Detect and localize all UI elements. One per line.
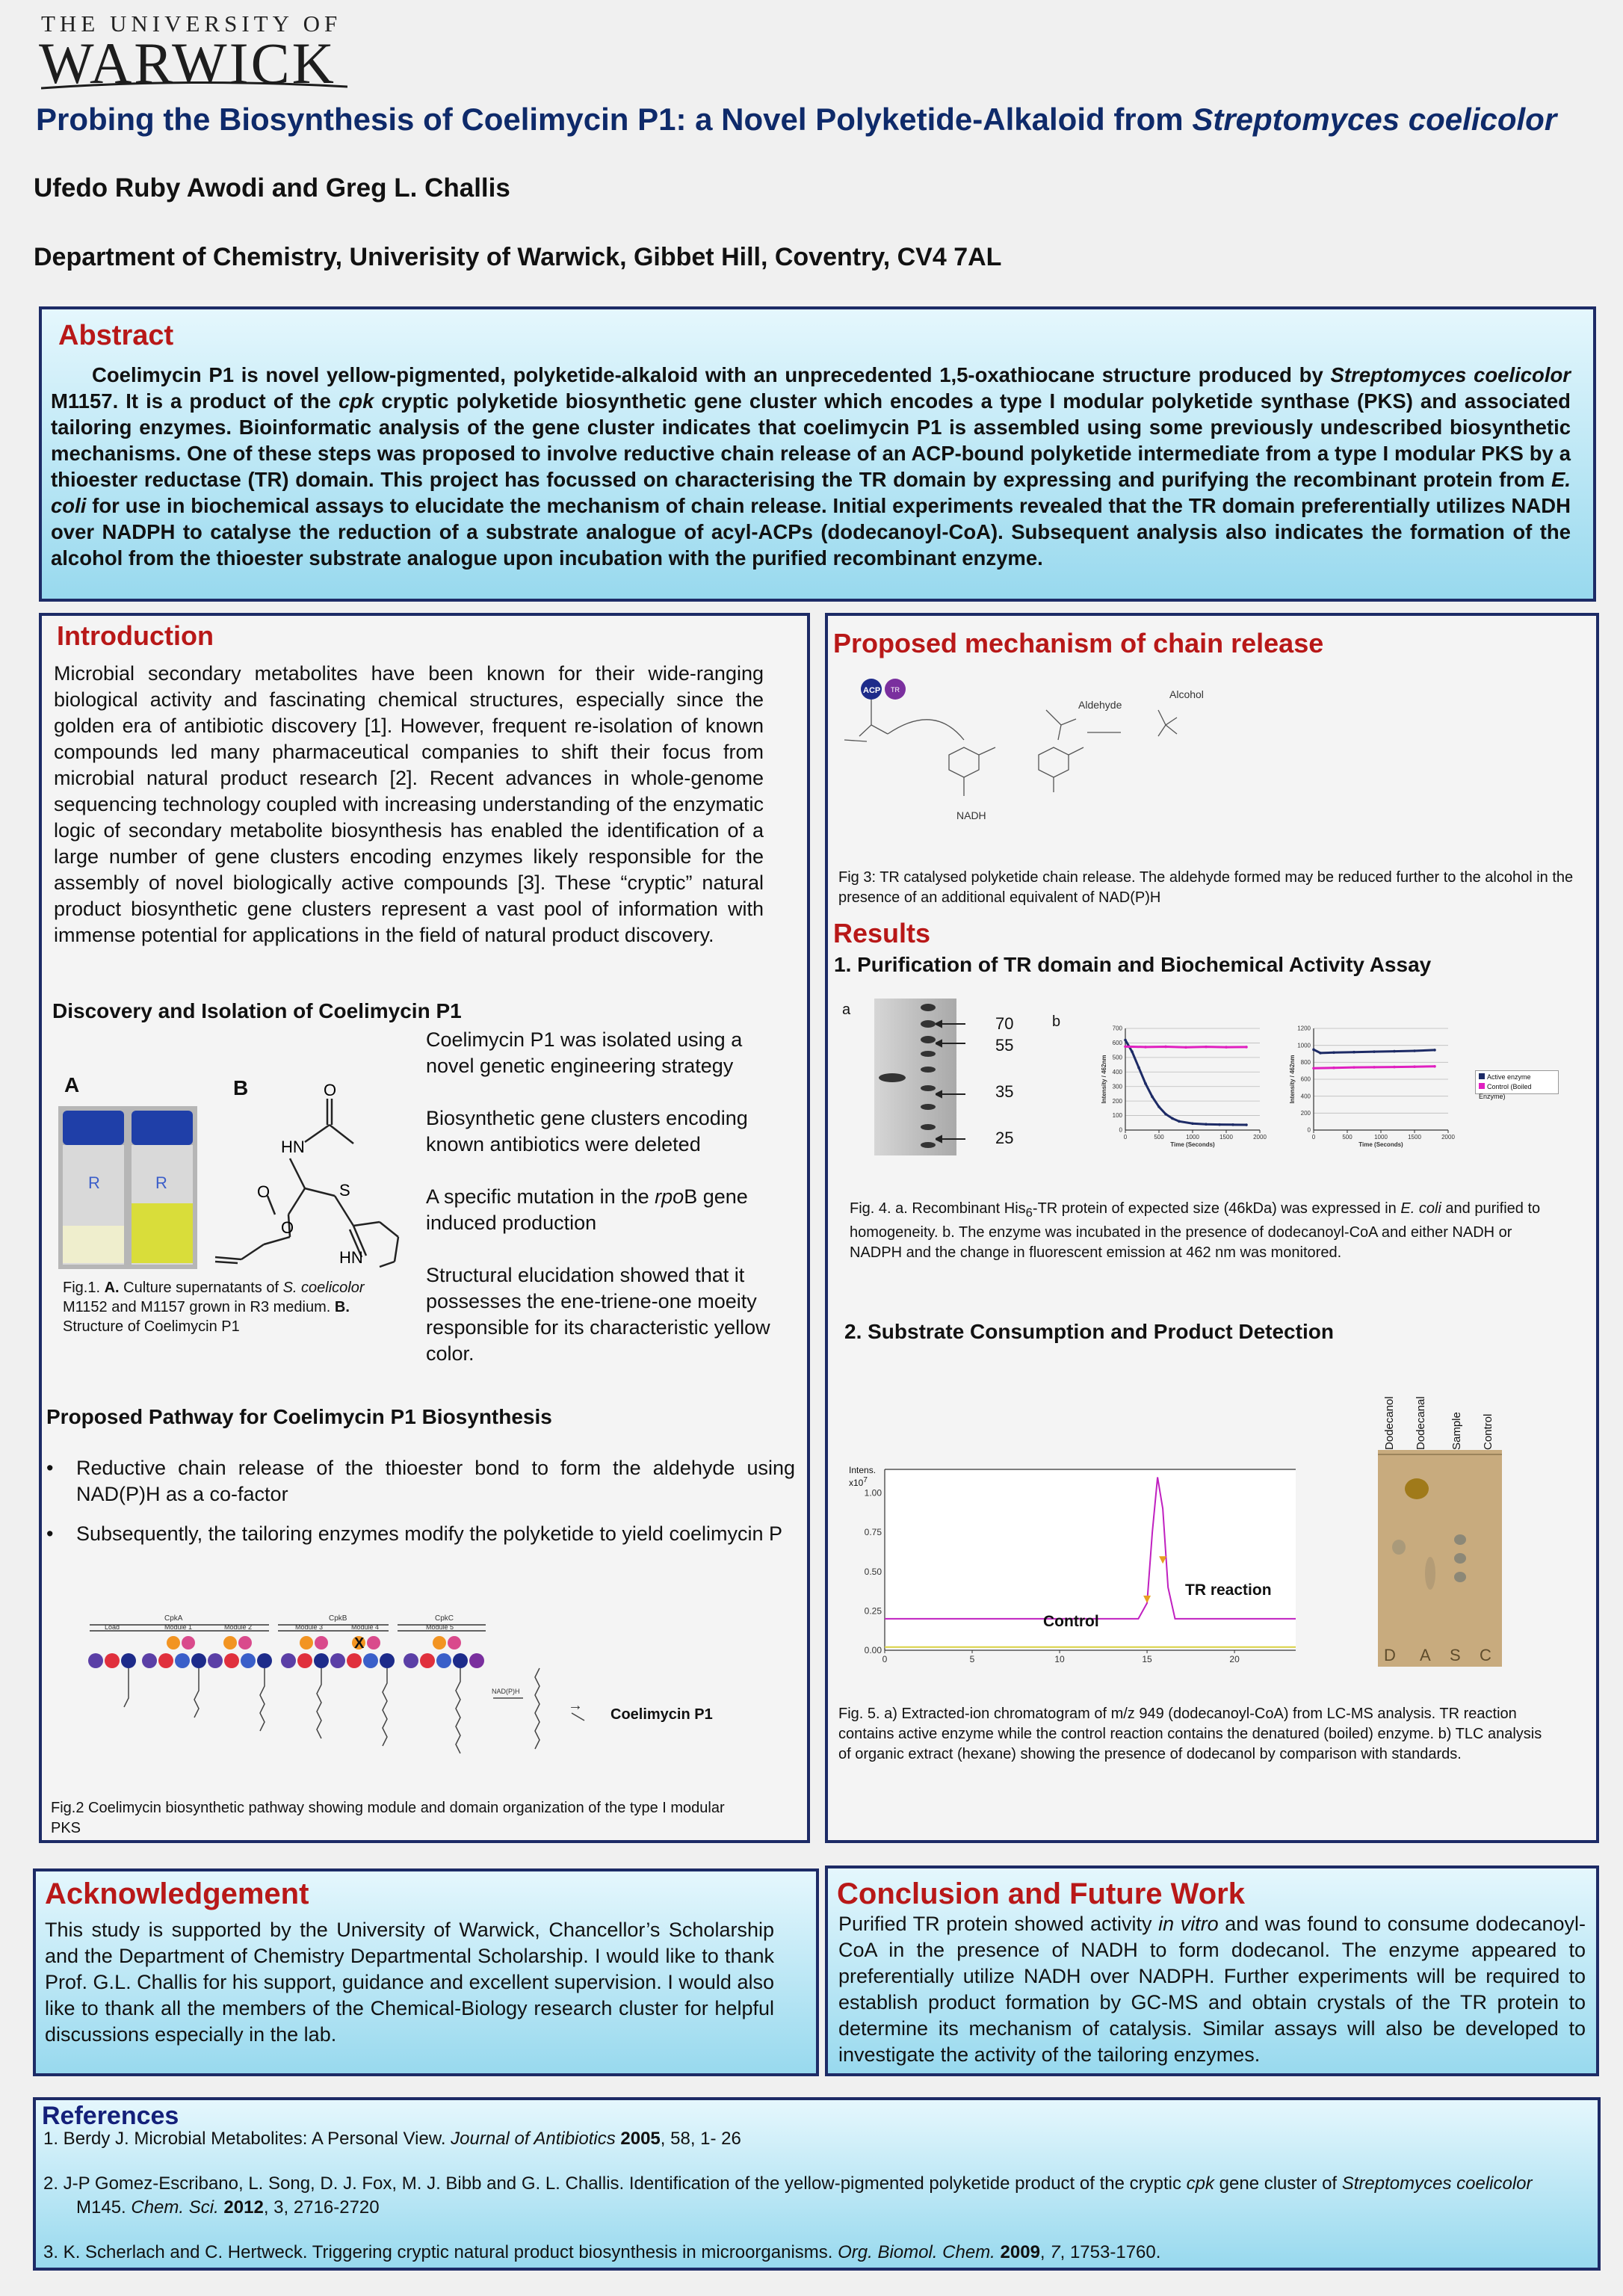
fig5-caption: Fig. 5. a) Extracted-ion chromatogram of m/z 949 (dodecanoyl-CoA) from LC-MS analysis. TR reaction contains active enzyme while the control reaction contains the denatured (boiled) enzyme. b) TLC analysis of organic extract (hexane) showing the presence of dodecanol by comparison with standards.: [838, 1706, 1542, 1762]
series-point-0: [1352, 1051, 1355, 1054]
tlc-bottom-s: S: [1450, 1646, 1461, 1664]
lane-dodecanal: Dodecanal: [1415, 1396, 1427, 1450]
marker-35: 35: [995, 1082, 1014, 1101]
fluorescence-legend: [1475, 1070, 1559, 1100]
svg-text:R: R: [155, 1173, 167, 1192]
y-tick-label: 800: [1300, 1059, 1311, 1066]
chem-o-3: O: [281, 1218, 294, 1237]
reference-3: 3. K. Scherlach and C. Hertweck. Triggering cryptic natural product biosynthesis in microorganisms. Org. Biomol. Chem. 2009, 7, 1753-1760.: [43, 2242, 1161, 2262]
x-tick-label: 0: [1311, 1134, 1316, 1141]
chem-o-2: O: [257, 1182, 270, 1201]
series-point-1: [1184, 1046, 1187, 1049]
lane-sample: Sample: [1450, 1412, 1463, 1450]
series-point-1: [1205, 1046, 1208, 1049]
alcohol-label: Alcohol: [1169, 688, 1204, 700]
series-point-1: [1352, 1066, 1355, 1069]
chain-release-mechanism: [837, 673, 1285, 830]
pathway-heading: Proposed Pathway for Coelimycin P1 Biosynthesis: [46, 1405, 552, 1428]
y-tick-label: 0.75: [864, 1527, 882, 1538]
discovery-point-3: A specific mutation in the rpoB gene induced production: [426, 1185, 748, 1234]
ion-chromatogram: [847, 1463, 1303, 1671]
tr-domain: TR: [891, 686, 900, 694]
series-point-0: [1373, 1050, 1376, 1053]
module-2: Module 2: [224, 1623, 253, 1631]
reference-1: 1. Berdy J. Microbial Metabolites: A Personal View. Journal of Antibiotics 2005, 58, 1- 26: [43, 2129, 741, 2149]
protein-cpka: CpkA: [164, 1614, 183, 1623]
tr-reaction-label: TR reaction: [1185, 1581, 1272, 1599]
series-point-0: [1393, 1050, 1396, 1053]
y-tick-label: 500: [1112, 1054, 1122, 1061]
protein-cpkb: CpkB: [329, 1614, 347, 1623]
references-heading: References: [42, 2102, 179, 2130]
y-tick-label: 0: [1307, 1126, 1311, 1134]
figure-label-a: A: [64, 1073, 80, 1096]
discovery-point-4: Structural elucidation showed that it possesses the ene-triene-one moeity responsible for its characteristic yellow color.: [426, 1264, 770, 1365]
fig3-caption: Fig 3: TR catalysed polyketide chain release. The aldehyde formed may be reduced further to the alcohol in the presence of an additional equivalent of NAD(P)H: [838, 869, 1574, 906]
x-tick-label: 10: [1054, 1654, 1065, 1664]
lane-control: Control: [1482, 1413, 1494, 1450]
series-point-0: [1137, 1067, 1140, 1070]
x-tick-label: 1500: [1219, 1134, 1233, 1141]
nadph-label: NAD(P)H: [492, 1688, 520, 1695]
x-tick-label: 1000: [1186, 1134, 1199, 1141]
y-axis-label: Intensity / 462nm: [1101, 1055, 1107, 1104]
tlc-bottom-d: D: [1384, 1646, 1396, 1664]
module-1: Module 1: [164, 1623, 193, 1631]
series-point-0: [1178, 1120, 1181, 1123]
fluorescence-chart-nadph: [1287, 1021, 1459, 1155]
x-tick-label: 0: [882, 1654, 888, 1664]
y-tick-label: 1200: [1297, 1025, 1311, 1032]
y-tick-label: 0.00: [864, 1645, 882, 1655]
y-tick-label: 400: [1112, 1068, 1122, 1076]
series-point-1: [1312, 1067, 1315, 1070]
pathway-bullet-2: • Subsequently, the tailoring enzymes modify the polyketide to yield coelimycin P: [46, 1521, 795, 1547]
acknowledgement-text: This study is supported by the University of Warwick, Chancellor’s Scholarship and the Department of Chemistry Departmental Scholarship. I would like to thank Prof. G.L. Challis for his support, guidance and excellent supervision. I would also like to thank all the members of the Chemical-Biology research cluster for helpful discussions especially in the lab.: [45, 1919, 774, 2046]
series-point-0: [1144, 1082, 1147, 1085]
module-load: Load: [105, 1623, 120, 1631]
discovery-point-1: Coelimycin P1 was isolated using a novel genetic engineering strategy: [426, 1028, 743, 1077]
introduction-text: Microbial secondary metabolites have been known for their wide-ranging biological activity and fascinating chemical structures, especially since the golden era of antibiotic discovery [1]. However, frequent re-isolation of known compounds led many pharmaceutical companies to shift their focus from microbial natural product research [2]. Recent advances in whole-genome sequencing technology coupled with increasing understanding of the enzymatic logic of secondary metabolite biosynthesis has enabled the identification of a large number of gene clusters encoding enzymes likely responsible for the assembly of novel biologically active compounds [3]. These “cryptic” natural product biosynthetic gene clusters represent a vast pool of information with immense potential for applications in the field of natural product discovery.: [54, 662, 764, 946]
module-4: Module 4: [351, 1623, 380, 1631]
series-point-1: [1393, 1066, 1396, 1069]
panel-a-label: a: [842, 1002, 851, 1018]
series-point-1: [1373, 1066, 1376, 1069]
fig1-caption: Fig.1. A. Culture supernatants of S. coelicolor M1152 and M1157 grown in R3 medium. B. Structure of Coelimycin P1: [63, 1280, 365, 1335]
y-tick-label: 200: [1112, 1097, 1122, 1105]
reference-2: 2. J-P Gomez-Escribano, L. Song, D. J. Fox, M. J. Bibb and G. L. Challis. Identification of the yellow-pigmented polyketide product of the cryptic cpk gene cluster of Streptomyces coelicolor M145. Chem. Sci. 2012, 3, 2716-2720: [43, 2173, 1533, 2218]
acknowledgement-heading: Acknowledgement: [45, 1877, 309, 1910]
y-tick-label: 0.25: [864, 1605, 882, 1617]
protein-cpkc: CpkC: [435, 1614, 454, 1623]
x-axis-label: Time (Seconds): [1358, 1141, 1403, 1148]
chrom-ylabel: Intens. $x10^7$: [849, 1465, 877, 1488]
y-tick-label: 600: [1300, 1076, 1311, 1083]
series-point-1: [1433, 1065, 1436, 1068]
x-tick-label: 500: [1154, 1134, 1164, 1141]
panel-b-label: b: [1052, 1013, 1061, 1030]
y-tick-label: 1.00: [864, 1487, 882, 1499]
coelimycin-structure: [200, 1084, 424, 1278]
series-point-0: [1131, 1050, 1134, 1053]
series-point-1: [1164, 1046, 1167, 1049]
marker-25: 25: [995, 1129, 1014, 1147]
x-axis-label: Time (Seconds): [1170, 1141, 1215, 1148]
chem-s: S: [339, 1181, 350, 1200]
svg-text:→: →: [568, 1697, 583, 1714]
x-tick-label: 2000: [1441, 1134, 1455, 1141]
y-tick-label: 1000: [1297, 1042, 1311, 1049]
tlc-bottom-c: C: [1480, 1646, 1491, 1664]
legend-active: Active enzyme: [1479, 1073, 1555, 1082]
series-point-0: [1332, 1052, 1335, 1055]
x-tick-label: 500: [1342, 1134, 1352, 1141]
marker-70: 70: [995, 1014, 1014, 1033]
coelimycin-product-label: Coelimycin P1: [610, 1706, 713, 1723]
y-tick-label: 100: [1112, 1112, 1122, 1120]
y-tick-label: 700: [1112, 1025, 1122, 1032]
series-point-1: [1413, 1065, 1416, 1068]
poster-title: Probing the Biosynthesis of Coelimycin P1: a Novel Polyketide-Alkaloid from Streptomyces coelicolor: [36, 102, 1557, 137]
tlc-lane-labels: [1378, 1384, 1512, 1451]
series-line-0: [1125, 1040, 1246, 1125]
y-tick-label: 400: [1300, 1093, 1311, 1100]
series-point-0: [1191, 1122, 1194, 1125]
fig2-caption: Fig.2 Coelimycin biosynthetic pathway showing module and domain organization of the type I modular PKS: [51, 1800, 725, 1836]
x-tick-label: 1000: [1374, 1134, 1388, 1141]
series-point-0: [1124, 1039, 1127, 1042]
x-tick-label: 0: [1123, 1134, 1128, 1141]
culture-vials-photo: [58, 1106, 197, 1269]
x-tick-label: 5: [969, 1654, 975, 1664]
series-point-0: [1205, 1123, 1208, 1126]
results-sub2: 2. Substrate Consumption and Product Detection: [844, 1320, 1334, 1343]
discovery-point-2: Biosynthetic gene clusters encoding known antibiotics were deleted: [426, 1107, 748, 1155]
x-tick-label: 2000: [1253, 1134, 1267, 1141]
acp-domain: ACP: [863, 686, 881, 695]
chem-hn-1: HN: [281, 1138, 305, 1156]
gel-marker-arrows: [936, 1013, 995, 1148]
series-point-0: [1151, 1096, 1154, 1099]
svg-text:X: X: [354, 1635, 365, 1652]
conclusion-heading: Conclusion and Future Work: [837, 1877, 1245, 1910]
series-point-1: [1124, 1045, 1127, 1048]
abstract-heading: Abstract: [58, 320, 174, 351]
series-point-0: [1218, 1123, 1221, 1126]
series-point-0: [1312, 1049, 1315, 1052]
legend-control: Control (Boiled Enzyme): [1479, 1083, 1532, 1100]
logo-swoosh: [41, 81, 347, 91]
tlc-plate: [1378, 1450, 1502, 1667]
y-tick-label: 0: [1119, 1126, 1122, 1134]
logo-university-of: THE UNIVERSITY OF: [41, 10, 342, 37]
mechanism-heading: Proposed mechanism of chain release: [833, 628, 1324, 658]
nadh-label: NADH: [956, 809, 986, 821]
results-heading: Results: [833, 918, 931, 948]
control-label: Control: [1043, 1613, 1099, 1630]
marker-55: 55: [995, 1036, 1014, 1055]
conclusion-text: Purified TR protein showed activity in vitro and was found to consume dodecanoyl-CoA in the presence of NADH to form dodecanol. The enzyme appeared to preferentially utilize NADH over NADPH. Further experiments will be required to establish product formation by GC-MS and obtain crystals of the TR protein to determine its mechanism of catalysis. Similar assays will also be developed to investigate the activity of the tailoring enzymes.: [838, 1913, 1586, 2066]
affiliation: Department of Chemistry, Univerisity of Warwick, Gibbet Hill, Coventry, CV4 7AL: [34, 243, 1002, 271]
chem-hn-2: HN: [339, 1248, 363, 1267]
logo-warwick: WARWICK: [39, 31, 336, 96]
fig4-caption: Fig. 4. a. Recombinant His$_6$-TR protein of expected size (46kDa) was expressed in E. coli and purified to homogeneity. b. The enzyme was incubated in the presence of dodecanoyl-CoA and either NADH or NADPH and the change in fluorescent emission at 462 nm was monitored.: [850, 1200, 1541, 1261]
lane-dodecanol: Dodecanol: [1383, 1396, 1396, 1450]
series-point-0: [1171, 1117, 1174, 1120]
series-point-0: [1245, 1123, 1248, 1126]
pks-pathway-diagram: [82, 1608, 755, 1788]
series-point-1: [1144, 1046, 1147, 1049]
x-tick-label: 20: [1229, 1654, 1240, 1664]
y-tick-label: 600: [1112, 1040, 1122, 1047]
x-tick-label: 15: [1142, 1654, 1152, 1664]
chem-o-1: O: [324, 1084, 337, 1099]
series-point-0: [1413, 1049, 1416, 1052]
introduction-heading: Introduction: [57, 620, 214, 651]
authors: Ufedo Ruby Awodi and Greg L. Challis: [34, 173, 510, 203]
svg-text:R: R: [88, 1173, 100, 1192]
module-5: Module 5: [426, 1623, 454, 1631]
module-3: Module 3: [295, 1623, 324, 1631]
pathway-bullet-1: • Reductive chain release of the thioester bond to form the aldehyde using NAD(P)H as a co-factor: [46, 1455, 795, 1507]
results-sub1: 1. Purification of TR domain and Biochemical Activity Assay: [834, 953, 1432, 976]
discovery-heading: Discovery and Isolation of Coelimycin P1: [52, 999, 462, 1022]
series-point-0: [1164, 1113, 1167, 1116]
series-point-0: [1157, 1105, 1160, 1108]
aldehyde-label: Aldehyde: [1078, 699, 1122, 711]
y-tick-label: 0.50: [864, 1566, 882, 1577]
series-point-0: [1319, 1052, 1322, 1055]
figure-label-b: B: [233, 1076, 249, 1099]
x-tick-label: 1500: [1408, 1134, 1421, 1141]
y-tick-label: 300: [1112, 1083, 1122, 1090]
series-point-1: [1225, 1046, 1228, 1049]
y-tick-label: 200: [1300, 1110, 1311, 1117]
series-point-0: [1231, 1123, 1234, 1126]
series-point-1: [1245, 1046, 1248, 1049]
fluorescence-chart-nadh: [1098, 1021, 1270, 1155]
series-point-0: [1433, 1049, 1436, 1052]
tlc-bottom-a: A: [1420, 1646, 1431, 1664]
series-point-1: [1332, 1067, 1335, 1070]
abstract-text: Coelimycin P1 is novel yellow-pigmented, polyketide-alkaloid with an unprecedented 1,5-oxathiocane structure produced by Streptomyces coelicolor M1157. It is a product of the cpk cryptic polyketide biosynthetic gene cluster which encodes a type I modular polyketide synthase (PKS) and associated tailoring enzymes. Bioinformatic analysis of the gene cluster indicates that coelimycin P1 is assembled using some previously undescribed biosynthetic mechanisms. One of these steps was proposed to involve reductive chain release of an ACP-bound polyketide intermediate from a type I modular PKS by a thioester reductase (TR) domain. This project has focussed on characterising the TR domain by expressing and purifying the recombinant protein from E. coli for use in biochemical assays to elucidate the mechanism of chain release. Initial experiments revealed that the TR domain preferentially utilizes NADH over NADPH to catalyse the reduction of a substrate analogue of acyl-ACPs (dodecanoyl-CoA). Subsequent analysis also indicates the formation of the alcohol from the thioester substrate analogue upon incubation with the purified recombinant enzyme.: [51, 363, 1571, 570]
y-axis-label: Intensity / 462nm: [1289, 1055, 1296, 1104]
